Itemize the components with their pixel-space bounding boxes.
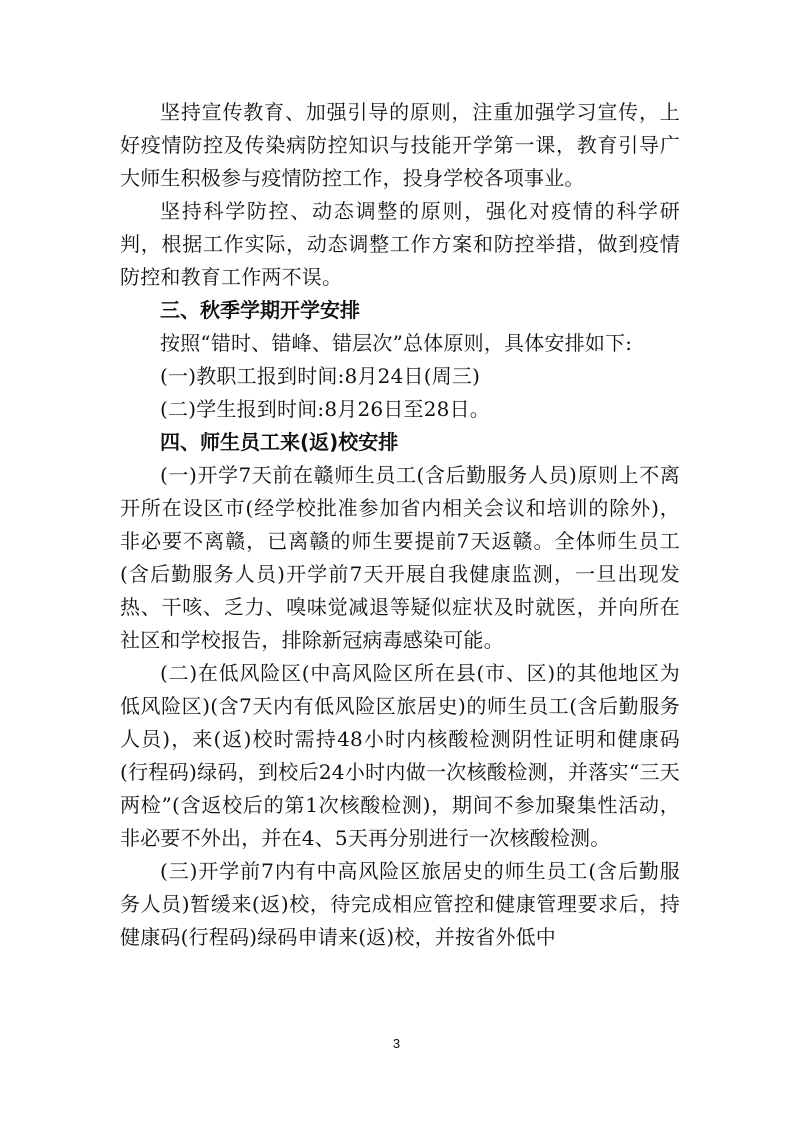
paragraph-item-1: (一)开学7天前在赣师生员工(含后勤服务人员)原则上不离开所在设区市(经学校批准参加省内相关会议和培训的除外)，非必要不离赣，已离赣的师生要提前7天返赣。全体师生员工(含后勤服务人员)开学前7天开展自我健康监测，一旦出现发热、干咳、乏力、嗅味觉减退等疑似症状及时就医，并向所在社区和学校报告，排除新冠病毒感染可能。 xyxy=(120,463,680,652)
paragraph-scientific-principle: 坚持科学防控、动态调整的原则，强化对疫情的科学研判，根据工作实际，动态调整工作方案和防控举措，做到疫情防控和教育工作两不误。 xyxy=(120,199,680,289)
section-heading-4: 四、师生员工来(返)校安排 xyxy=(160,430,399,454)
paragraph-arrangement-intro: 按照“错时、错峰、错层次”总体原则，具体安排如下: xyxy=(160,331,633,355)
paragraph-student-report-time: (二)学生报到时间:8月26日至28日。 xyxy=(160,397,490,421)
paragraph-publicity-principle: 坚持宣传教育、加强引导的原则，注重加强学习宣传，上好疫情防控及传染病防控知识与技能开学第一课，教育引导广大师生积极参与疫情防控工作，投身学校各项事业。 xyxy=(120,100,680,190)
paragraph-staff-report-time: (一)教职工报到时间:8月24日(周三) xyxy=(160,364,481,388)
paragraph-item-3: (三)开学前7内有中高风险区旅居史的师生员工(含后勤服务人员)暂缓来(返)校，待完成相应管控和健康管理要求后，持健康码(行程码)绿码申请来(返)校，并按省外低中 xyxy=(120,859,680,949)
document-body xyxy=(120,96,680,954)
paragraph-item-2: (二)在低风险区(中高风险区所在县(市、区)的其他地区为低风险区)(含7天内有低风险区旅居史)的师生员工(含后勤服务人员)，来(返)校时需持48小时内核酸检测阴性证明和健康码(行程码)绿码，到校后24小时内做一次核酸检测，并落实“三天两检”(含返校后的第1次核酸检测)，期间不参加聚集性活动，非必要不外出，并在4、5天再分别进行一次核酸检测。 xyxy=(120,661,680,850)
section-heading-3: 三、秋季学期开学安排 xyxy=(160,298,360,322)
page-number: 3 xyxy=(392,1036,401,1051)
